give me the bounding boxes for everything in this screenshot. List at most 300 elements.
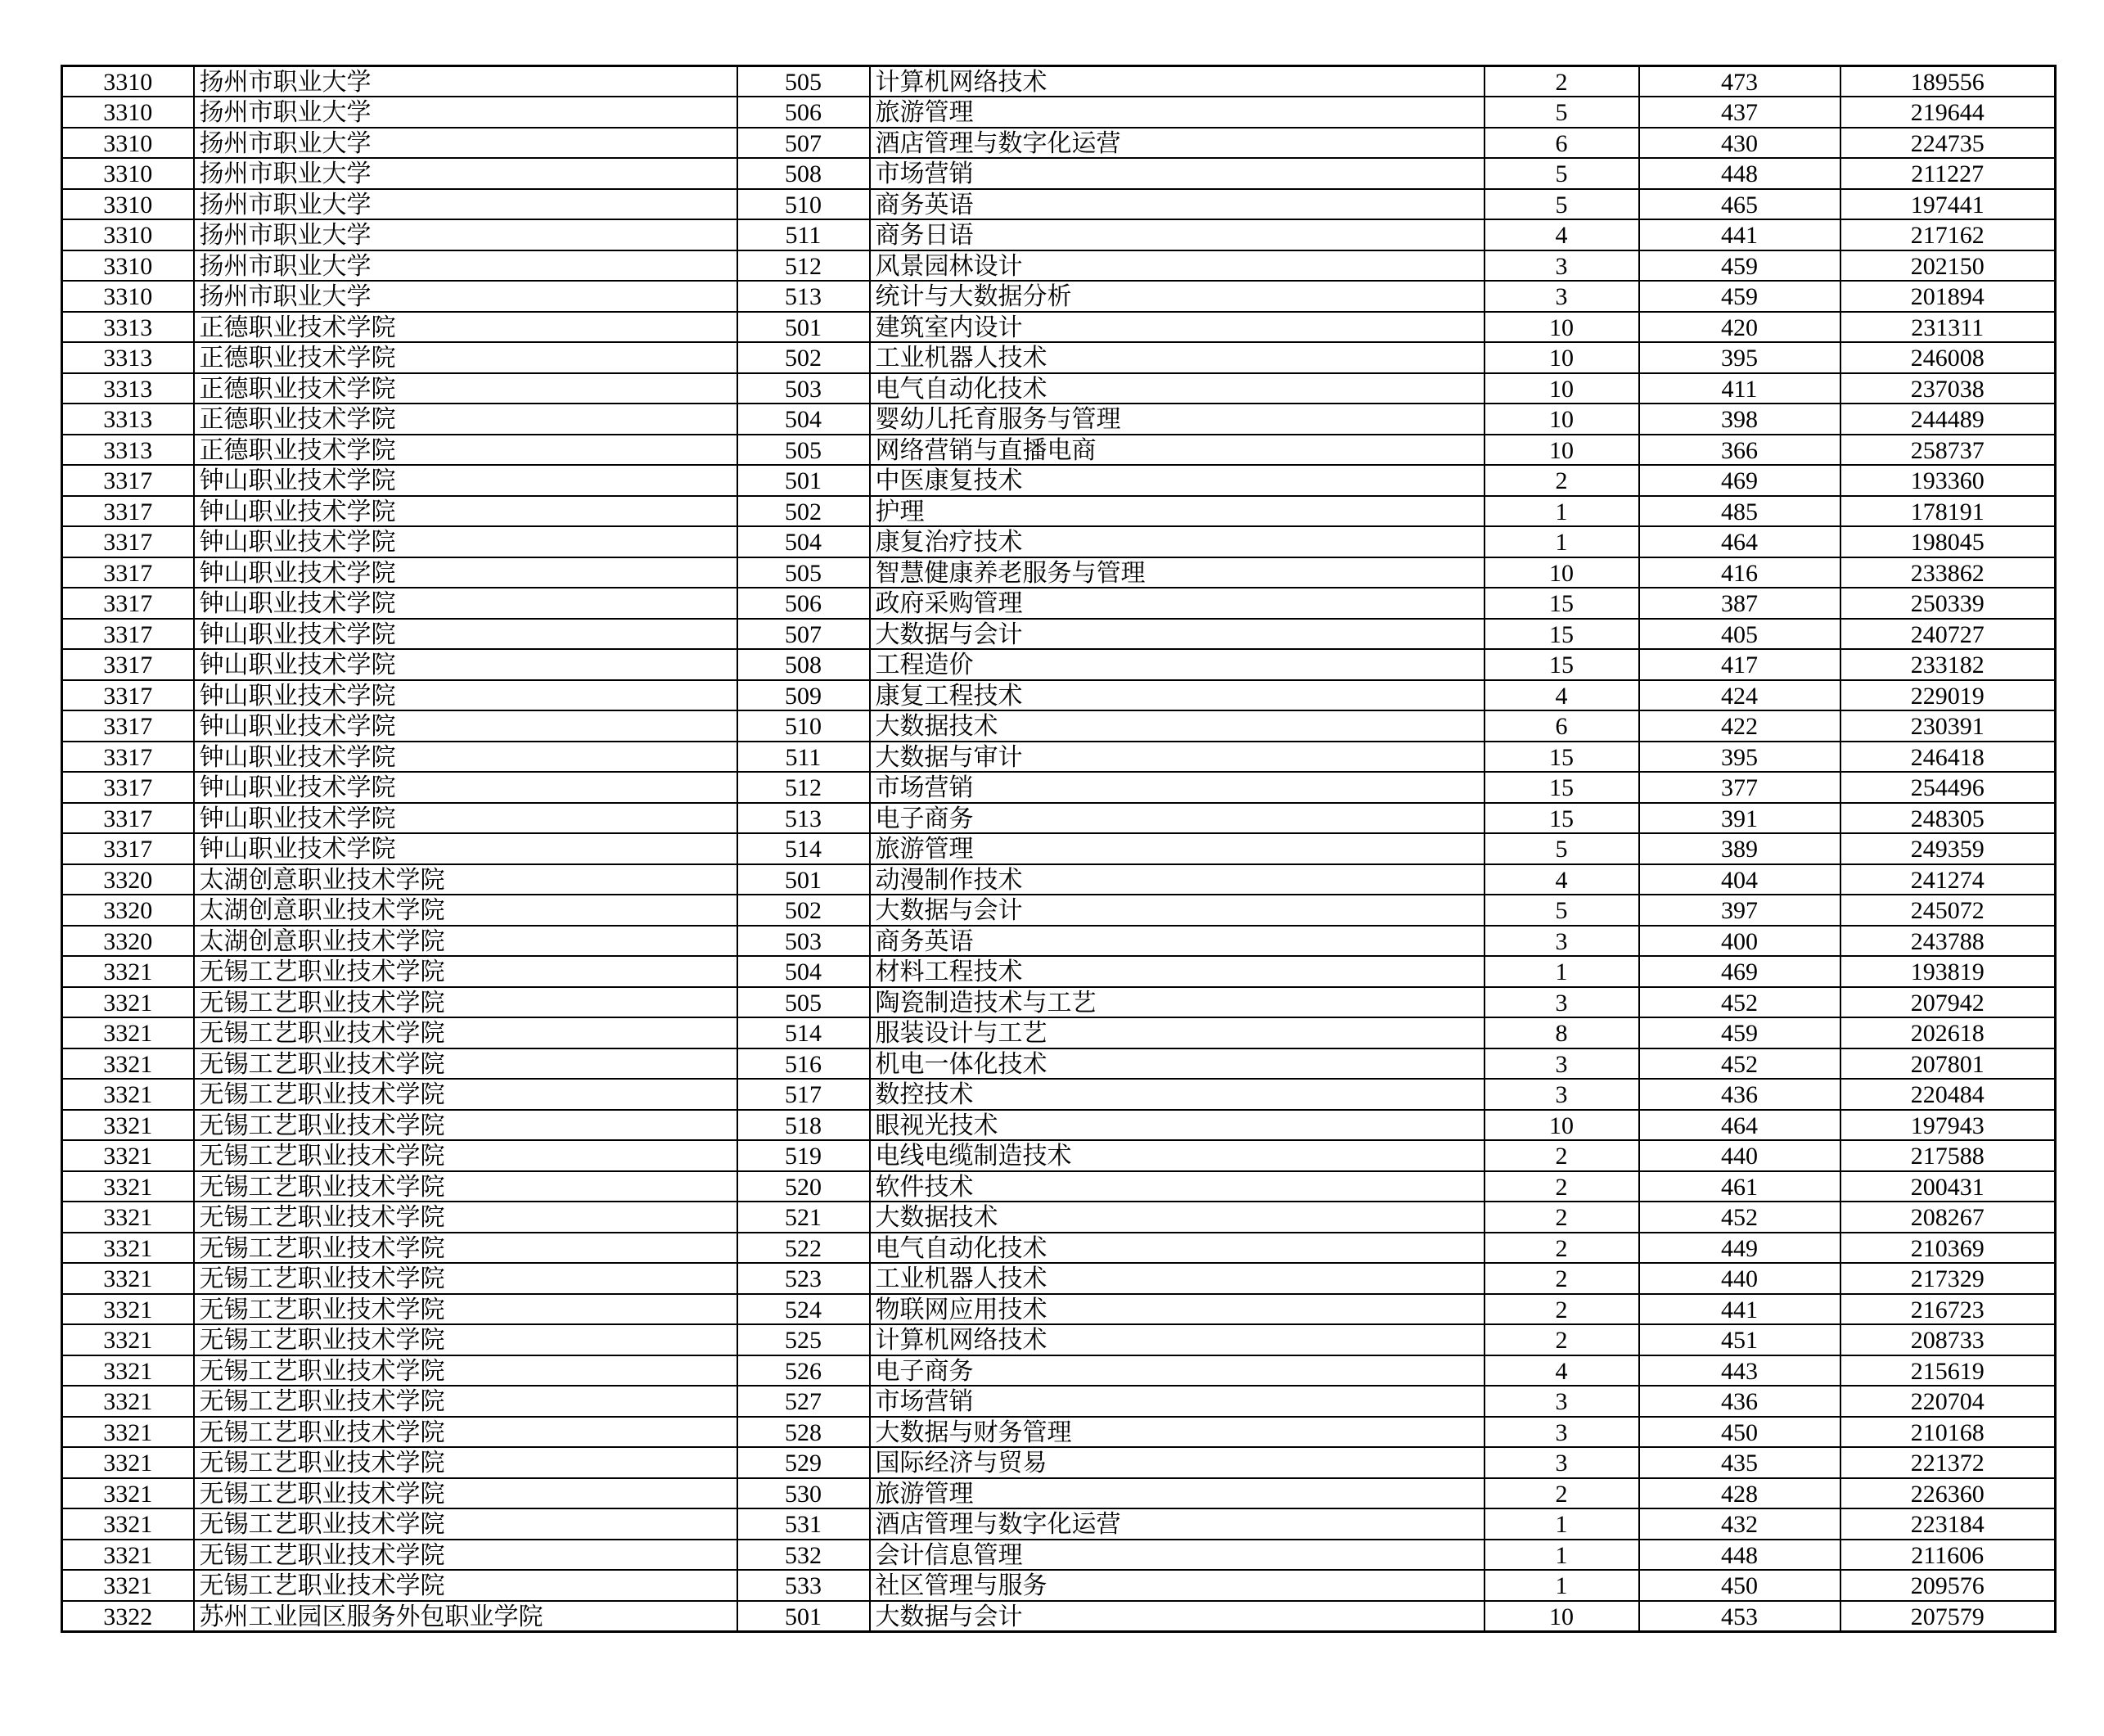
- school-name-cell: 正德职业技术学院: [194, 342, 737, 373]
- table-row: [62, 526, 2056, 557]
- major-code-cell: 530: [737, 1478, 870, 1509]
- major-code-cell: 511: [737, 742, 870, 773]
- min-score-cell: 395: [1639, 342, 1840, 373]
- major-code-cell: 510: [737, 710, 870, 742]
- plan-count-cell: 3: [1485, 281, 1639, 312]
- school-name-cell: 扬州市职业大学: [194, 189, 737, 220]
- major-name-cell: 电气自动化技术: [870, 373, 1485, 404]
- major-name-cell: 国际经济与贸易: [870, 1447, 1485, 1478]
- plan-count-cell: 5: [1485, 189, 1639, 220]
- table-row: [62, 465, 2056, 496]
- school-code-cell: 3321: [62, 1171, 194, 1202]
- table-body: [62, 66, 2056, 1632]
- major-name-cell: 计算机网络技术: [870, 1324, 1485, 1355]
- min-score-cell: 452: [1639, 987, 1840, 1018]
- school-code-cell: 3317: [62, 619, 194, 650]
- school-name-cell: 无锡工艺职业技术学院: [194, 1263, 737, 1294]
- min-rank-cell: 243788: [1840, 926, 2056, 957]
- major-code-cell: 517: [737, 1079, 870, 1110]
- school-code-cell: 3317: [62, 742, 194, 773]
- major-code-cell: 513: [737, 281, 870, 312]
- table-row: [62, 926, 2056, 957]
- school-code-cell: 3321: [62, 1294, 194, 1325]
- school-name-cell: 无锡工艺职业技术学院: [194, 1386, 737, 1417]
- table-row: [62, 710, 2056, 742]
- school-code-cell: 3321: [62, 1048, 194, 1080]
- major-code-cell: 516: [737, 1048, 870, 1080]
- min-score-cell: 435: [1639, 1447, 1840, 1478]
- school-name-cell: 扬州市职业大学: [194, 250, 737, 282]
- major-name-cell: 商务日语: [870, 219, 1485, 250]
- table-row: [62, 1540, 2056, 1571]
- major-code-cell: 505: [737, 435, 870, 466]
- school-code-cell: 3310: [62, 128, 194, 159]
- plan-count-cell: 15: [1485, 772, 1639, 803]
- school-name-cell: 钟山职业技术学院: [194, 588, 737, 619]
- table-row: [62, 1447, 2056, 1478]
- plan-count-cell: 10: [1485, 435, 1639, 466]
- plan-count-cell: 4: [1485, 219, 1639, 250]
- major-name-cell: 康复工程技术: [870, 680, 1485, 711]
- school-name-cell: 正德职业技术学院: [194, 373, 737, 404]
- min-score-cell: 411: [1639, 373, 1840, 404]
- major-code-cell: 501: [737, 1601, 870, 1632]
- school-code-cell: 3310: [62, 219, 194, 250]
- min-score-cell: 391: [1639, 803, 1840, 834]
- school-name-cell: 无锡工艺职业技术学院: [194, 1171, 737, 1202]
- min-score-cell: 397: [1639, 895, 1840, 926]
- min-rank-cell: 211606: [1840, 1540, 2056, 1571]
- plan-count-cell: 2: [1485, 66, 1639, 97]
- min-score-cell: 485: [1639, 496, 1840, 527]
- major-code-cell: 522: [737, 1233, 870, 1264]
- school-name-cell: 无锡工艺职业技术学院: [194, 1447, 737, 1478]
- table-row: [62, 649, 2056, 680]
- major-name-cell: 护理: [870, 496, 1485, 527]
- min-rank-cell: 198045: [1840, 526, 2056, 557]
- school-code-cell: 3322: [62, 1601, 194, 1632]
- major-name-cell: 市场营销: [870, 158, 1485, 189]
- table-row: [62, 496, 2056, 527]
- school-name-cell: 扬州市职业大学: [194, 158, 737, 189]
- table-row: [62, 1110, 2056, 1141]
- min-rank-cell: 208267: [1840, 1202, 2056, 1233]
- plan-count-cell: 2: [1485, 465, 1639, 496]
- major-code-cell: 503: [737, 373, 870, 404]
- major-name-cell: 商务英语: [870, 189, 1485, 220]
- school-code-cell: 3313: [62, 342, 194, 373]
- min-rank-cell: 193360: [1840, 465, 2056, 496]
- school-name-cell: 钟山职业技术学院: [194, 680, 737, 711]
- min-score-cell: 473: [1639, 66, 1840, 97]
- plan-count-cell: 2: [1485, 1324, 1639, 1355]
- major-code-cell: 529: [737, 1447, 870, 1478]
- min-score-cell: 437: [1639, 97, 1840, 128]
- school-code-cell: 3313: [62, 404, 194, 435]
- data-table: [61, 65, 2057, 1633]
- school-name-cell: 无锡工艺职业技术学院: [194, 1140, 737, 1171]
- school-code-cell: 3321: [62, 987, 194, 1018]
- school-name-cell: 钟山职业技术学院: [194, 742, 737, 773]
- school-code-cell: 3321: [62, 1570, 194, 1601]
- major-name-cell: 会计信息管理: [870, 1540, 1485, 1571]
- school-code-cell: 3321: [62, 1324, 194, 1355]
- school-code-cell: 3310: [62, 250, 194, 282]
- school-name-cell: 钟山职业技术学院: [194, 833, 737, 864]
- plan-count-cell: 3: [1485, 1048, 1639, 1080]
- major-code-cell: 519: [737, 1140, 870, 1171]
- min-score-cell: 387: [1639, 588, 1840, 619]
- min-rank-cell: 217329: [1840, 1263, 2056, 1294]
- min-score-cell: 450: [1639, 1570, 1840, 1601]
- plan-count-cell: 3: [1485, 1386, 1639, 1417]
- plan-count-cell: 1: [1485, 496, 1639, 527]
- major-code-cell: 514: [737, 833, 870, 864]
- min-score-cell: 417: [1639, 649, 1840, 680]
- major-code-cell: 506: [737, 97, 870, 128]
- min-rank-cell: 233182: [1840, 649, 2056, 680]
- school-name-cell: 扬州市职业大学: [194, 219, 737, 250]
- min-rank-cell: 229019: [1840, 680, 2056, 711]
- min-score-cell: 432: [1639, 1508, 1840, 1540]
- major-name-cell: 市场营销: [870, 1386, 1485, 1417]
- school-name-cell: 无锡工艺职业技术学院: [194, 1324, 737, 1355]
- major-code-cell: 526: [737, 1355, 870, 1387]
- school-code-cell: 3317: [62, 680, 194, 711]
- plan-count-cell: 15: [1485, 649, 1639, 680]
- plan-count-cell: 2: [1485, 1233, 1639, 1264]
- major-code-cell: 506: [737, 588, 870, 619]
- min-rank-cell: 197441: [1840, 189, 2056, 220]
- min-score-cell: 400: [1639, 926, 1840, 957]
- table-row: [62, 1386, 2056, 1417]
- table-row: [62, 803, 2056, 834]
- major-code-cell: 528: [737, 1417, 870, 1448]
- min-score-cell: 404: [1639, 864, 1840, 895]
- major-name-cell: 大数据与会计: [870, 1601, 1485, 1632]
- table-row: [62, 1202, 2056, 1233]
- major-name-cell: 工程造价: [870, 649, 1485, 680]
- min-score-cell: 461: [1639, 1171, 1840, 1202]
- major-name-cell: 大数据技术: [870, 1202, 1485, 1233]
- plan-count-cell: 2: [1485, 1202, 1639, 1233]
- major-name-cell: 工业机器人技术: [870, 1263, 1485, 1294]
- min-rank-cell: 241274: [1840, 864, 2056, 895]
- major-code-cell: 511: [737, 219, 870, 250]
- school-code-cell: 3310: [62, 189, 194, 220]
- table-row: [62, 680, 2056, 711]
- major-name-cell: 康复治疗技术: [870, 526, 1485, 557]
- plan-count-cell: 3: [1485, 926, 1639, 957]
- min-rank-cell: 244489: [1840, 404, 2056, 435]
- min-score-cell: 469: [1639, 465, 1840, 496]
- school-code-cell: 3317: [62, 588, 194, 619]
- min-rank-cell: 207942: [1840, 987, 2056, 1018]
- plan-count-cell: 2: [1485, 1140, 1639, 1171]
- min-rank-cell: 224735: [1840, 128, 2056, 159]
- major-name-cell: 电线电缆制造技术: [870, 1140, 1485, 1171]
- school-code-cell: 3317: [62, 772, 194, 803]
- table-row: [62, 189, 2056, 220]
- major-name-cell: 电子商务: [870, 803, 1485, 834]
- table-row: [62, 1017, 2056, 1048]
- min-score-cell: 405: [1639, 619, 1840, 650]
- min-rank-cell: 217162: [1840, 219, 2056, 250]
- major-name-cell: 大数据与会计: [870, 895, 1485, 926]
- plan-count-cell: 3: [1485, 1079, 1639, 1110]
- plan-count-cell: 2: [1485, 1263, 1639, 1294]
- major-code-cell: 531: [737, 1508, 870, 1540]
- min-score-cell: 452: [1639, 1202, 1840, 1233]
- plan-count-cell: 1: [1485, 1540, 1639, 1571]
- table-row: [62, 1048, 2056, 1080]
- school-name-cell: 无锡工艺职业技术学院: [194, 1417, 737, 1448]
- major-name-cell: 统计与大数据分析: [870, 281, 1485, 312]
- major-name-cell: 物联网应用技术: [870, 1294, 1485, 1325]
- major-name-cell: 市场营销: [870, 772, 1485, 803]
- min-rank-cell: 220484: [1840, 1079, 2056, 1110]
- school-code-cell: 3310: [62, 158, 194, 189]
- table-row: [62, 1171, 2056, 1202]
- min-rank-cell: 231311: [1840, 312, 2056, 343]
- school-name-cell: 钟山职业技术学院: [194, 803, 737, 834]
- plan-count-cell: 3: [1485, 250, 1639, 282]
- min-rank-cell: 189556: [1840, 66, 2056, 97]
- table-row: [62, 1417, 2056, 1448]
- table-row: [62, 742, 2056, 773]
- school-name-cell: 无锡工艺职业技术学院: [194, 1478, 737, 1509]
- major-name-cell: 眼视光技术: [870, 1110, 1485, 1141]
- major-name-cell: 智慧健康养老服务与管理: [870, 557, 1485, 588]
- table-row: [62, 557, 2056, 588]
- major-name-cell: 大数据技术: [870, 710, 1485, 742]
- school-name-cell: 钟山职业技术学院: [194, 649, 737, 680]
- plan-count-cell: 15: [1485, 803, 1639, 834]
- min-rank-cell: 230391: [1840, 710, 2056, 742]
- min-rank-cell: 208733: [1840, 1324, 2056, 1355]
- school-code-cell: 3321: [62, 1140, 194, 1171]
- major-code-cell: 512: [737, 772, 870, 803]
- major-code-cell: 503: [737, 926, 870, 957]
- table-row: [62, 219, 2056, 250]
- school-name-cell: 无锡工艺职业技术学院: [194, 1355, 737, 1387]
- min-score-cell: 465: [1639, 189, 1840, 220]
- plan-count-cell: 1: [1485, 1508, 1639, 1540]
- major-name-cell: 动漫制作技术: [870, 864, 1485, 895]
- school-name-cell: 无锡工艺职业技术学院: [194, 1017, 737, 1048]
- major-code-cell: 533: [737, 1570, 870, 1601]
- major-name-cell: 大数据与会计: [870, 619, 1485, 650]
- plan-count-cell: 2: [1485, 1478, 1639, 1509]
- school-code-cell: 3321: [62, 1233, 194, 1264]
- school-name-cell: 太湖创意职业技术学院: [194, 926, 737, 957]
- major-code-cell: 508: [737, 649, 870, 680]
- school-name-cell: 钟山职业技术学院: [194, 557, 737, 588]
- table-row: [62, 1079, 2056, 1110]
- min-rank-cell: 258737: [1840, 435, 2056, 466]
- table-row: [62, 1140, 2056, 1171]
- major-name-cell: 风景园林设计: [870, 250, 1485, 282]
- min-score-cell: 449: [1639, 1233, 1840, 1264]
- plan-count-cell: 1: [1485, 956, 1639, 987]
- min-score-cell: 452: [1639, 1048, 1840, 1080]
- table-row: [62, 435, 2056, 466]
- min-rank-cell: 249359: [1840, 833, 2056, 864]
- min-rank-cell: 245072: [1840, 895, 2056, 926]
- plan-count-cell: 3: [1485, 987, 1639, 1018]
- major-code-cell: 501: [737, 312, 870, 343]
- plan-count-cell: 15: [1485, 588, 1639, 619]
- school-code-cell: 3321: [62, 1202, 194, 1233]
- school-name-cell: 太湖创意职业技术学院: [194, 895, 737, 926]
- min-rank-cell: 200431: [1840, 1171, 2056, 1202]
- school-name-cell: 无锡工艺职业技术学院: [194, 1048, 737, 1080]
- table-row: [62, 772, 2056, 803]
- min-score-cell: 464: [1639, 1110, 1840, 1141]
- major-name-cell: 电气自动化技术: [870, 1233, 1485, 1264]
- school-code-cell: 3321: [62, 1079, 194, 1110]
- school-code-cell: 3321: [62, 1540, 194, 1571]
- school-code-cell: 3310: [62, 281, 194, 312]
- plan-count-cell: 1: [1485, 526, 1639, 557]
- table-row: [62, 1478, 2056, 1509]
- school-name-cell: 钟山职业技术学院: [194, 496, 737, 527]
- min-score-cell: 416: [1639, 557, 1840, 588]
- school-name-cell: 钟山职业技术学院: [194, 619, 737, 650]
- table-row: [62, 1570, 2056, 1601]
- major-code-cell: 504: [737, 956, 870, 987]
- school-code-cell: 3317: [62, 710, 194, 742]
- table-row: [62, 1263, 2056, 1294]
- school-code-cell: 3321: [62, 1355, 194, 1387]
- school-name-cell: 无锡工艺职业技术学院: [194, 956, 737, 987]
- school-code-cell: 3321: [62, 1110, 194, 1141]
- table-row: [62, 1508, 2056, 1540]
- major-name-cell: 材料工程技术: [870, 956, 1485, 987]
- school-name-cell: 苏州工业园区服务外包职业学院: [194, 1601, 737, 1632]
- min-rank-cell: 197943: [1840, 1110, 2056, 1141]
- major-name-cell: 服装设计与工艺: [870, 1017, 1485, 1048]
- table-row: [62, 1233, 2056, 1264]
- major-name-cell: 机电一体化技术: [870, 1048, 1485, 1080]
- table-row: [62, 342, 2056, 373]
- table-row: [62, 373, 2056, 404]
- major-code-cell: 501: [737, 864, 870, 895]
- school-name-cell: 钟山职业技术学院: [194, 772, 737, 803]
- school-name-cell: 钟山职业技术学院: [194, 526, 737, 557]
- plan-count-cell: 1: [1485, 1570, 1639, 1601]
- major-code-cell: 502: [737, 895, 870, 926]
- min-score-cell: 469: [1639, 956, 1840, 987]
- min-rank-cell: 223184: [1840, 1508, 2056, 1540]
- major-code-cell: 523: [737, 1263, 870, 1294]
- school-code-cell: 3317: [62, 496, 194, 527]
- major-name-cell: 婴幼儿托育服务与管理: [870, 404, 1485, 435]
- school-code-cell: 3321: [62, 956, 194, 987]
- major-code-cell: 512: [737, 250, 870, 282]
- major-name-cell: 数控技术: [870, 1079, 1485, 1110]
- min-rank-cell: 211227: [1840, 158, 2056, 189]
- table-row: [62, 987, 2056, 1018]
- school-name-cell: 扬州市职业大学: [194, 97, 737, 128]
- major-code-cell: 513: [737, 803, 870, 834]
- table-row: [62, 404, 2056, 435]
- min-rank-cell: 221372: [1840, 1447, 2056, 1478]
- school-name-cell: 正德职业技术学院: [194, 404, 737, 435]
- school-code-cell: 3310: [62, 97, 194, 128]
- major-name-cell: 酒店管理与数字化运营: [870, 1508, 1485, 1540]
- min-rank-cell: 250339: [1840, 588, 2056, 619]
- min-score-cell: 389: [1639, 833, 1840, 864]
- table-row: [62, 588, 2056, 619]
- min-score-cell: 430: [1639, 128, 1840, 159]
- min-rank-cell: 240727: [1840, 619, 2056, 650]
- table-row: [62, 1324, 2056, 1355]
- min-rank-cell: 226360: [1840, 1478, 2056, 1509]
- school-code-cell: 3321: [62, 1017, 194, 1048]
- school-code-cell: 3321: [62, 1447, 194, 1478]
- min-score-cell: 464: [1639, 526, 1840, 557]
- plan-count-cell: 8: [1485, 1017, 1639, 1048]
- school-code-cell: 3317: [62, 803, 194, 834]
- school-name-cell: 扬州市职业大学: [194, 128, 737, 159]
- plan-count-cell: 10: [1485, 312, 1639, 343]
- school-name-cell: 无锡工艺职业技术学院: [194, 1508, 737, 1540]
- school-code-cell: 3310: [62, 66, 194, 97]
- table-row: [62, 250, 2056, 282]
- major-code-cell: 508: [737, 158, 870, 189]
- plan-count-cell: 3: [1485, 1447, 1639, 1478]
- plan-count-cell: 5: [1485, 97, 1639, 128]
- plan-count-cell: 15: [1485, 619, 1639, 650]
- plan-count-cell: 10: [1485, 404, 1639, 435]
- major-name-cell: 工业机器人技术: [870, 342, 1485, 373]
- major-code-cell: 532: [737, 1540, 870, 1571]
- plan-count-cell: 2: [1485, 1294, 1639, 1325]
- plan-count-cell: 5: [1485, 895, 1639, 926]
- school-name-cell: 扬州市职业大学: [194, 281, 737, 312]
- major-code-cell: 509: [737, 680, 870, 711]
- plan-count-cell: 6: [1485, 710, 1639, 742]
- school-name-cell: 无锡工艺职业技术学院: [194, 1540, 737, 1571]
- school-name-cell: 无锡工艺职业技术学院: [194, 1110, 737, 1141]
- major-name-cell: 旅游管理: [870, 1478, 1485, 1509]
- table-row: [62, 1294, 2056, 1325]
- school-name-cell: 扬州市职业大学: [194, 66, 737, 97]
- table-row: [62, 66, 2056, 97]
- major-code-cell: 505: [737, 66, 870, 97]
- major-name-cell: 旅游管理: [870, 97, 1485, 128]
- school-code-cell: 3321: [62, 1417, 194, 1448]
- min-rank-cell: 220704: [1840, 1386, 2056, 1417]
- major-code-cell: 524: [737, 1294, 870, 1325]
- major-name-cell: 计算机网络技术: [870, 66, 1485, 97]
- major-name-cell: 电子商务: [870, 1355, 1485, 1387]
- min-rank-cell: 201894: [1840, 281, 2056, 312]
- min-score-cell: 459: [1639, 281, 1840, 312]
- table-row: [62, 864, 2056, 895]
- min-rank-cell: 209576: [1840, 1570, 2056, 1601]
- major-name-cell: 社区管理与服务: [870, 1570, 1485, 1601]
- plan-count-cell: 6: [1485, 128, 1639, 159]
- major-name-cell: 大数据与审计: [870, 742, 1485, 773]
- plan-count-cell: 4: [1485, 864, 1639, 895]
- min-rank-cell: 193819: [1840, 956, 2056, 987]
- school-code-cell: 3313: [62, 312, 194, 343]
- major-code-cell: 507: [737, 128, 870, 159]
- school-code-cell: 3320: [62, 864, 194, 895]
- table-row: [62, 128, 2056, 159]
